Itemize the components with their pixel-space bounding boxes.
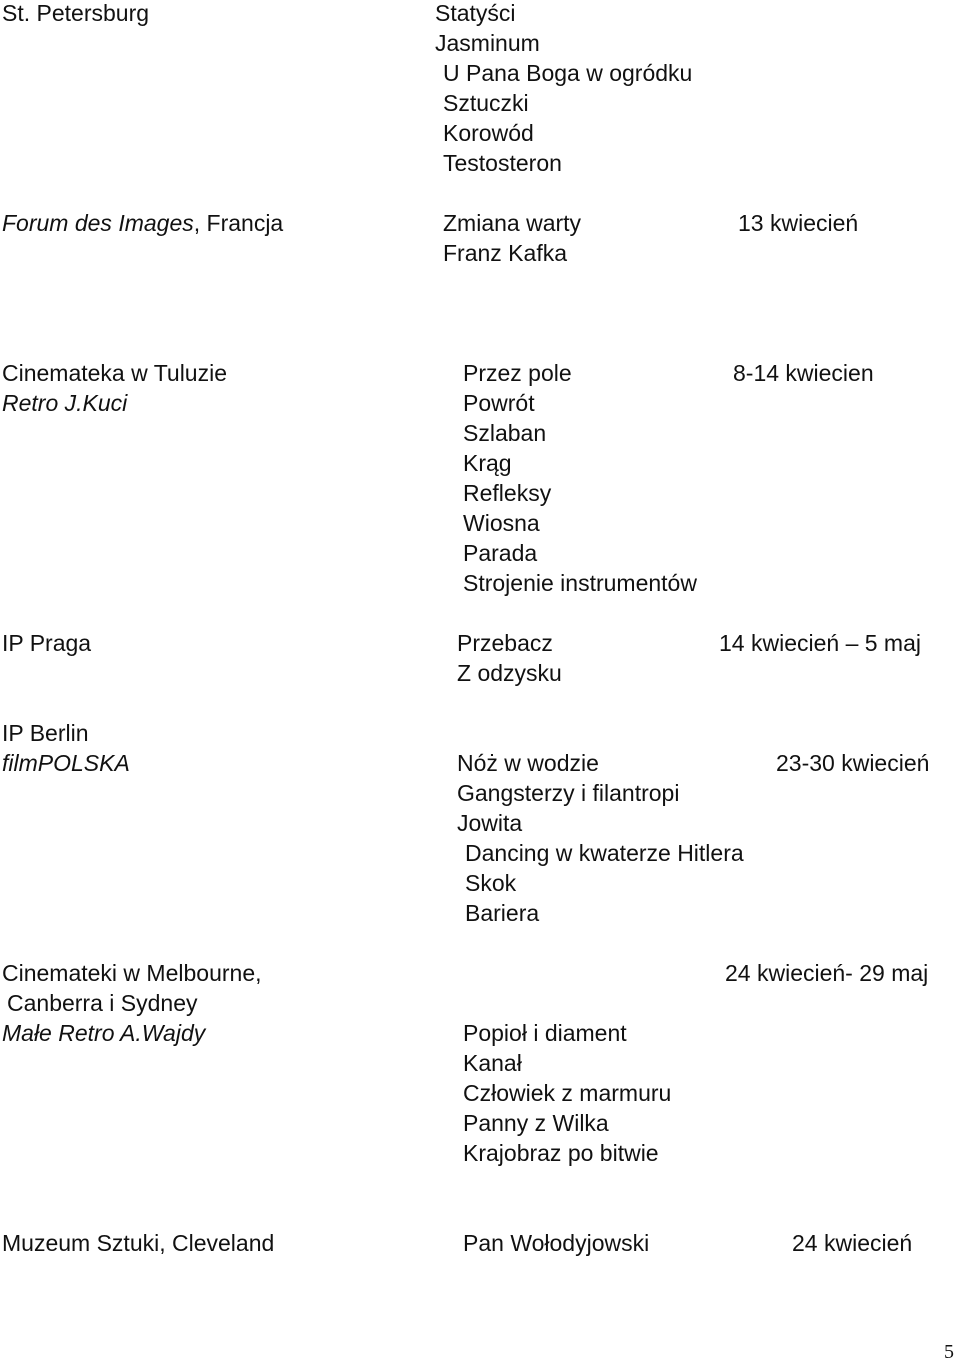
venue-name <box>2 208 283 238</box>
film-title: Refleksy <box>463 480 552 506</box>
film-title: Krajobraz po bitwie <box>463 1140 659 1166</box>
screening-date: 24 kwiecień- 29 maj <box>725 960 929 986</box>
film-title: Skok <box>465 870 517 896</box>
film-title: Strojenie instrumentów <box>463 570 697 596</box>
film-title: Z odzysku <box>457 660 562 686</box>
screening-date: 14 kwiecień – 5 maj <box>719 630 921 656</box>
screening-date: 8-14 kwiecien <box>733 360 874 386</box>
venue-name-rest: , Francja <box>193 210 284 236</box>
film-title: Dancing w kwaterze Hitlera <box>465 840 744 866</box>
film-title: Szlaban <box>463 420 547 446</box>
film-title: Popioł i diament <box>463 1020 627 1046</box>
venue-name-line2: Canberra i Sydney <box>7 990 198 1016</box>
film-title: Nóż w wodzie <box>457 750 599 776</box>
venue-name-italic: Forum des Images <box>2 210 194 236</box>
film-title: Człowiek z marmuru <box>463 1080 672 1106</box>
venue-name: Cinemateki w Melbourne, <box>2 960 262 986</box>
film-title: Powrót <box>463 390 535 416</box>
film-title: Panny z Wilka <box>463 1110 609 1136</box>
film-title: Bariera <box>465 900 540 926</box>
event-subtitle: Retro J.Kuci <box>2 390 128 416</box>
film-title: Przebacz <box>457 630 553 656</box>
film-title: Jowita <box>457 810 523 836</box>
film-title: Jasminum <box>435 30 540 56</box>
screening-date: 13 kwiecień <box>738 210 859 236</box>
film-title: Gangsterzy i filantropi <box>457 780 680 806</box>
venue-name: IP Berlin <box>2 720 89 746</box>
event-subtitle: Małe Retro A.Wajdy <box>2 1020 206 1046</box>
screening-date: 24 kwiecień <box>792 1230 913 1256</box>
venue-name: IP Praga <box>2 630 92 656</box>
event-subtitle: filmPOLSKA <box>2 750 130 776</box>
film-title: U Pana Boga w ogródku <box>443 60 693 86</box>
film-title: Franz Kafka <box>443 240 567 266</box>
film-title: Korowód <box>443 120 534 146</box>
venue-name: St. Petersburg <box>2 0 150 26</box>
film-title: Krąg <box>463 450 512 476</box>
film-title: Testosteron <box>443 150 562 176</box>
film-title: Kanał <box>463 1050 522 1076</box>
venue-name: Muzeum Sztuki, Cleveland <box>2 1230 275 1256</box>
screening-date: 23-30 kwiecień <box>776 750 930 776</box>
venue-name: Cinemateka w Tuluzie <box>2 360 227 386</box>
film-title: Przez pole <box>463 360 572 386</box>
film-title: Parada <box>463 540 538 566</box>
page-number: 5 <box>944 1341 954 1363</box>
film-title: Pan Wołodyjowski <box>463 1230 650 1256</box>
film-title: Zmiana warty <box>443 210 582 236</box>
film-title: Wiosna <box>463 510 540 536</box>
film-title: Statyści <box>435 0 516 26</box>
film-title: Sztuczki <box>443 90 529 116</box>
